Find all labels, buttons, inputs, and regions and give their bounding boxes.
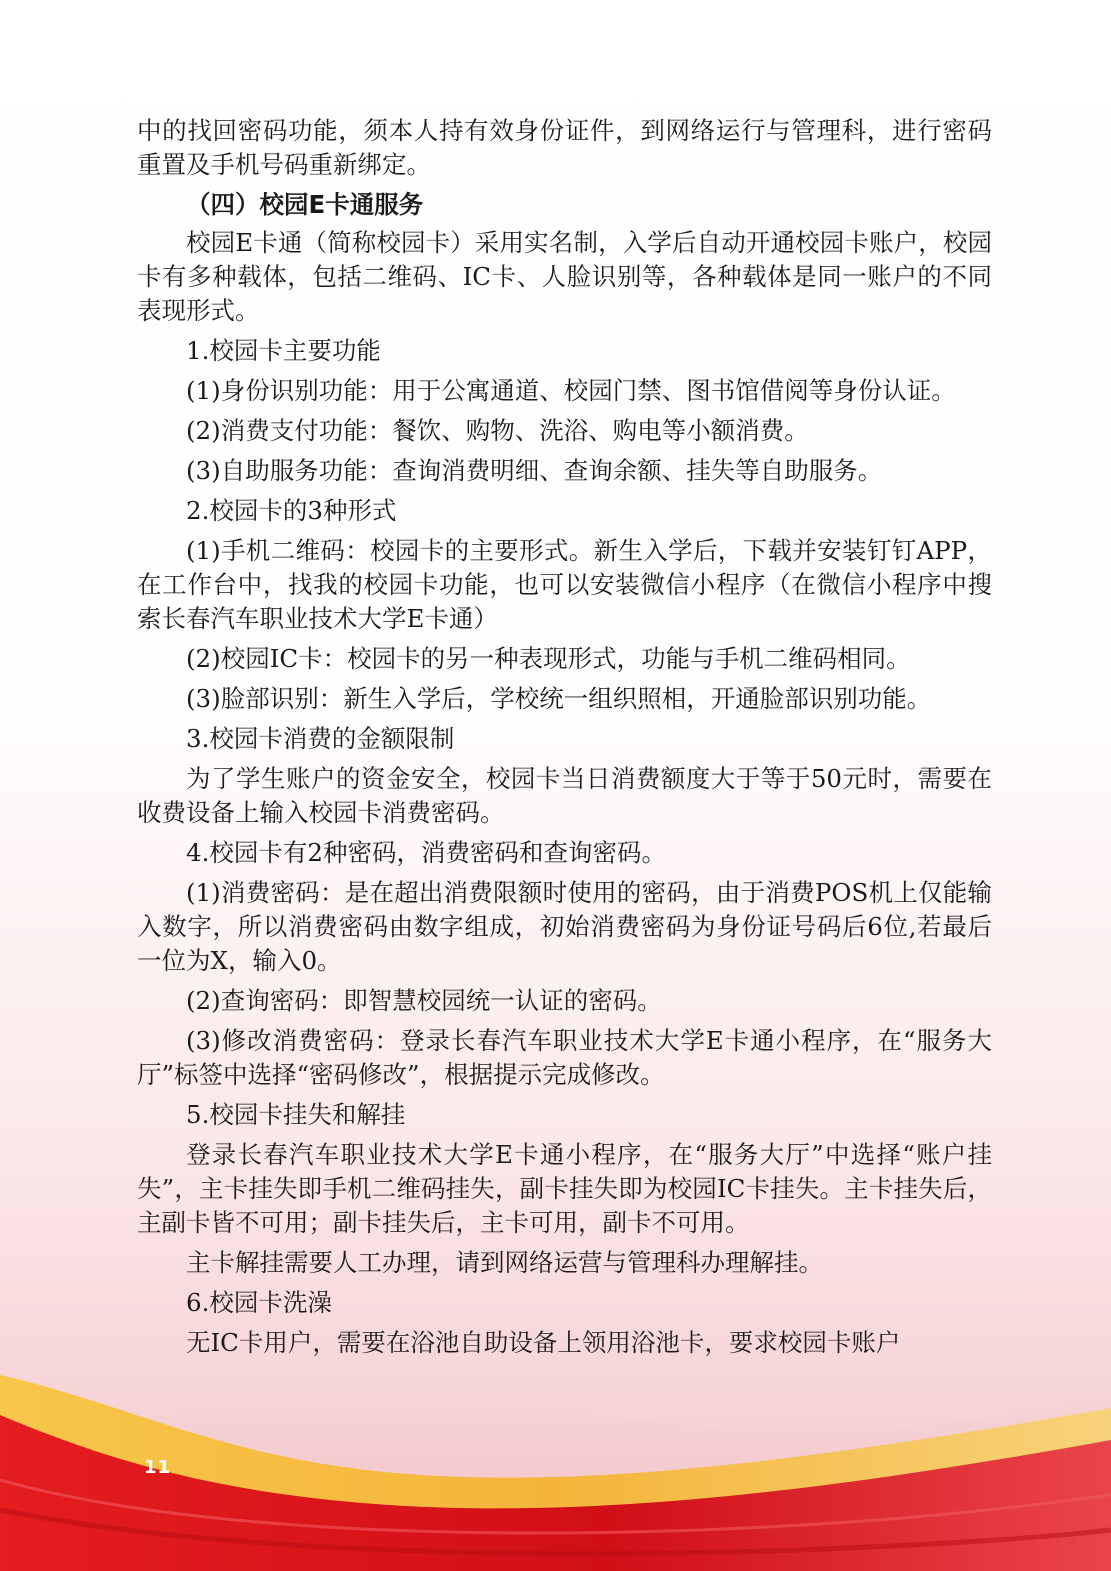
- paragraph-6: (3)自助服务功能：查询消费明细、查询余额、挂失等自助服务。: [186, 456, 883, 485]
- paragraph-18: 登录长春汽车职业技术大学E卡通小程序，在“服务大厅”中选择“账户挂失”，主卡挂失即手机二维码挂失，副卡挂失即为校园IC卡挂失。主卡挂失后，主副卡皆不可用；副卡挂失后，主卡可用，副卡不可用。: [137, 1140, 992, 1237]
- paragraph-4: (1)身份识别功能：用于公寓通道、校园门禁、图书馆借阅等身份认证。: [186, 376, 956, 405]
- paragraph-2: 校园E卡通（简称校园卡）采用实名制，入学后自动开通校园卡账户，校园卡有多种载体，包括二维码、IC卡、人脸识别等，各种载体是同一账户的不同表现形式。: [137, 228, 992, 325]
- subheading-three-forms: 2.校园卡的3种形式: [186, 496, 397, 525]
- paragraph-9: (2)校园IC卡：校园卡的另一种表现形式，功能与手机二维码相同。: [186, 644, 911, 673]
- paragraph-21: 无IC卡用户，需要在浴池自助设备上领用浴池卡，要求校园卡账户: [186, 1328, 901, 1357]
- paragraph-19: 主卡解挂需要人工办理，请到网络运营与管理科办理解挂。: [186, 1248, 823, 1277]
- subheading-amount-limit: 3.校园卡消费的金额限制: [186, 724, 455, 753]
- subheading-loss-report: 5.校园卡挂失和解挂: [186, 1100, 406, 1129]
- section-heading-campus-card: （四）校园E卡通服务: [186, 190, 424, 219]
- paragraph-15: (2)查询密码：即智慧校园统一认证的密码。: [186, 986, 662, 1015]
- subheading-main-functions: 1.校园卡主要功能: [186, 336, 381, 365]
- subheading-passwords: 4.校园卡有2种密码，消费密码和查询密码。: [186, 838, 666, 867]
- subheading-bathing: 6.校园卡洗澡: [186, 1288, 332, 1317]
- paragraph-12: 为了学生账户的资金安全，校园卡当日消费额度大于等于50元时，需要在收费设备上输入校园卡消费密码。: [137, 764, 992, 827]
- page-number: 11: [144, 1457, 172, 1478]
- paragraph-8: (1)手机二维码：校园卡的主要形式。新生入学后，下载并安装钉钉APP，在工作台中，找我的校园卡功能，也可以安装微信小程序（在微信小程序中搜索长春汽车职业技术大学E卡通）: [137, 536, 992, 633]
- paragraph-5: (2)消费支付功能：餐饮、购物、洗浴、购电等小额消费。: [186, 416, 809, 445]
- paragraph-14: (1)消费密码：是在超出消费限额时使用的密码，由于消费POS机上仅能输入数字，所以消费密码由数字组成，初始消费密码为身份证号码后6位,若最后一位为X，输入0。: [137, 878, 992, 975]
- paragraph-0: 中的找回密码功能，须本人持有效身份证件，到网络运行与管理科，进行密码重置及手机号码重新绑定。: [137, 116, 992, 179]
- paragraph-16: (3)修改消费密码：登录长春汽车职业技术大学E卡通小程序，在“服务大厅”标签中选择“密码修改”，根据提示完成修改。: [137, 1026, 992, 1089]
- paragraph-10: (3)脸部识别：新生入学后，学校统一组织照相，开通脸部识别功能。: [186, 684, 932, 713]
- body-text: [137, 114, 992, 1360]
